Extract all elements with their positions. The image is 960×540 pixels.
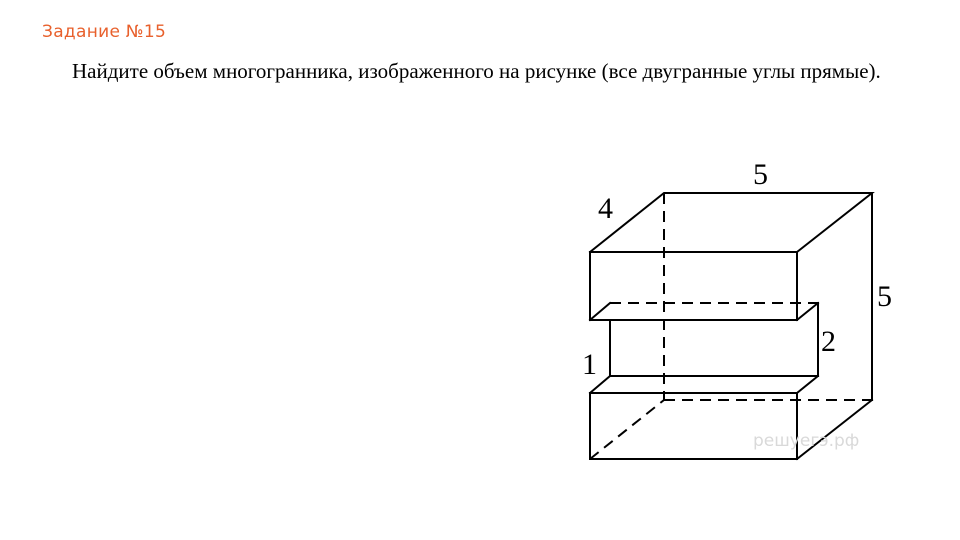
polyhedron-drawing bbox=[560, 150, 910, 470]
label-height: 5 bbox=[877, 280, 892, 313]
label-top-depth: 4 bbox=[598, 192, 613, 225]
label-notch-depth: 2 bbox=[821, 325, 836, 358]
bottom-top-right-slant bbox=[797, 376, 818, 393]
top-block-lower-edge bbox=[797, 303, 818, 320]
hidden-bottom-slant-edge bbox=[590, 400, 664, 459]
top-face-edges bbox=[590, 193, 872, 252]
label-notch-height: 1 bbox=[582, 348, 597, 381]
problem-text: Найдите объем многогранника, изображенного на рисунке (все двугранные углы прямые). bbox=[72, 59, 881, 83]
task-title: Задание №15 bbox=[42, 22, 167, 42]
label-top-width: 5 bbox=[753, 158, 768, 191]
polyhedron-figure bbox=[560, 150, 910, 470]
watermark: решуегэ.рф bbox=[753, 431, 860, 451]
notch-left-slant bbox=[590, 303, 610, 320]
top-front-face bbox=[590, 252, 797, 320]
